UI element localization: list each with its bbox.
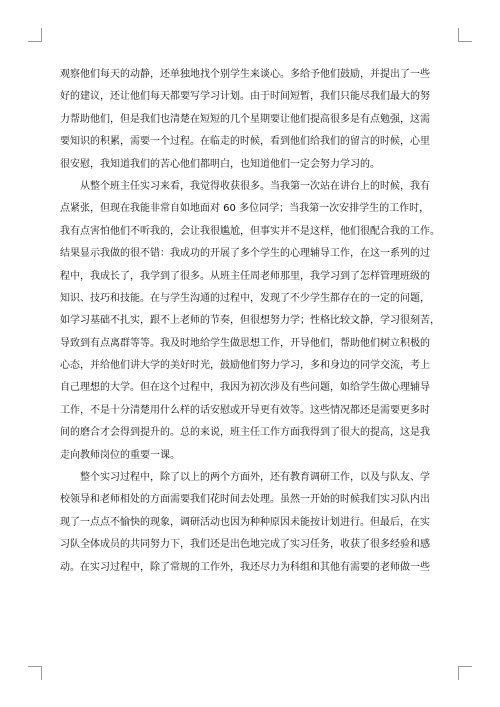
- paragraph-2: [60, 176, 441, 467]
- text-line: 校领导和老师相处的方面需要我们花时间去处理。虽然一开始的时候我们实习队内出: [60, 494, 430, 506]
- paragraph-3: [60, 467, 441, 579]
- crop-mark-bottom-left: [28, 666, 42, 680]
- text-line: 习队全体成员的共同努力下，我们还是出色地完成了实习任务，收获了很多经验和感: [60, 539, 430, 551]
- text-line: 心态，并给他们讲大学的美好时光，鼓励他们努力学习，多和身边的同学交流，考上: [60, 360, 430, 372]
- text-line: 结果显示我做的很不错：我成功的开展了多个学生的心理辅导工作，在这一系列的过: [60, 248, 430, 260]
- text-line: 我有点害怕他们不听我的，会让我很尴尬，但事实并不是这样，他们很配合我的工作。: [60, 225, 440, 237]
- text-line: 要知识的积累，需要一个过程。在临走的时候，看到他们给我们的留言的时候，心里: [60, 136, 430, 148]
- text-line: 从整个班主任实习来看，我觉得收获很多。当我第一次站在讲台上的时候，我有: [80, 180, 430, 192]
- text-line: 间的磨合才会得到提升的。总的来说，班主任工作方面我得到了很大的提高，这是我: [60, 427, 430, 439]
- text-line: 程中，我成长了，我学到了很多。从班主任周老师那里，我学习到了怎样管理班级的: [60, 270, 430, 282]
- text-line: 现了一点点不愉快的现象，调研活动也因为种种原因未能按计划进行。但最后，在实: [60, 516, 430, 528]
- text-line: 工作，不是十分清楚用什么样的话安慰或开导更有效等。这些情况都还是需要更多时: [60, 404, 430, 416]
- crop-mark-bottom-right: [458, 666, 472, 680]
- text-line: 导致到有点离群等等。我及时地给学生做思想工作，开导他们，帮助他们树立积极的: [60, 337, 430, 349]
- crop-mark-top-right: [458, 28, 472, 42]
- text-line: 知识、技巧和技能。在与学生沟通的过程中，发现了不少学生都存在的一定的问题，: [60, 292, 430, 304]
- text-line: 动。在实习过程中，除了常规的工作外，我还尽力为科组和其他有需要的老师做一些: [60, 561, 430, 573]
- text-line: 走向教师岗位的重要一课。: [60, 449, 180, 461]
- crop-mark-top-left: [28, 28, 42, 42]
- document-body: [60, 64, 441, 579]
- text-line: 整个实习过程中，除了以上的两个方面外，还有教育调研工作，以及与队友、学: [80, 472, 430, 484]
- text-line: 观察他们每天的动静，还单独地找个别学生来谈心。多给予他们鼓励，并提出了一些: [60, 69, 430, 80]
- text-line: 自己理想的大学。但在这个过程中，我因为初次涉及有些问题，如给学生做心理辅导: [60, 382, 430, 394]
- text-line: 很安慰，我知道我们的苦心他们都明白，也知道他们一定会努力学习的。: [60, 158, 380, 170]
- text-line: 点紧张，但现在我能非常自如地面对 60 多位同学；当我第一次安排学生的工作时，: [60, 203, 430, 215]
- text-line: 如学习基础不扎实，跟不上老师的节奏，但很想努力学；性格比较文静，学习很刻苦，: [60, 315, 440, 327]
- text-line: 力帮助他们，但是我们也清楚在短短的几个星期要让他们提高很多是有点勉强，这需: [60, 113, 430, 125]
- text-line: 好的建议，还让他们每天都要写学习计划。由于时间短暂，我们只能尽我们最大的努: [60, 91, 430, 103]
- paragraph-1: [60, 64, 441, 176]
